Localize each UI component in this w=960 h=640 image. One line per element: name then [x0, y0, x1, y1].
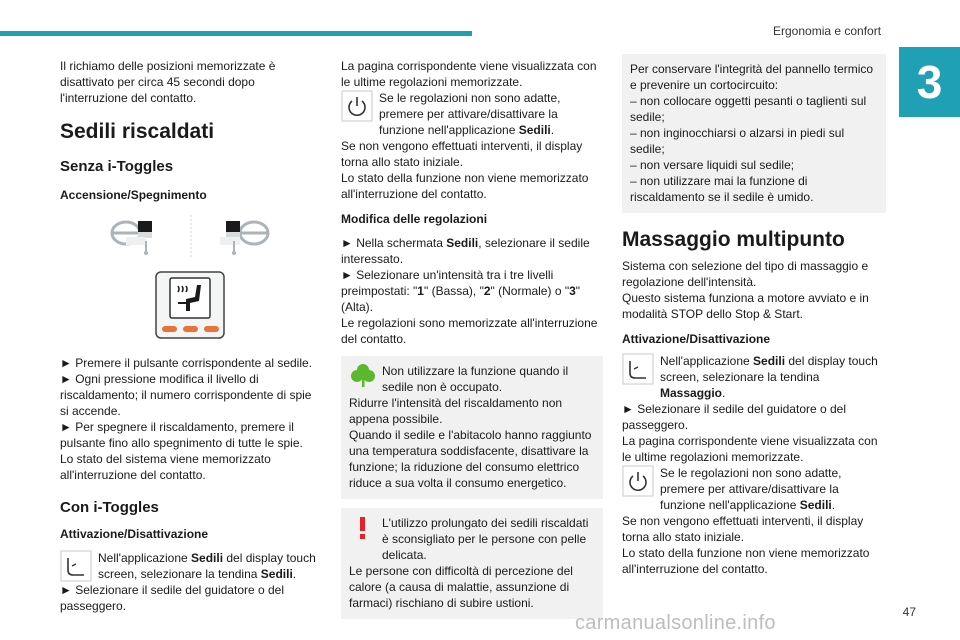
touchscreen-instruction: Nell'applicazione Sedili del display touch screen, selezionare la tendina Sedili.: [60, 550, 322, 582]
modify-memory-note: Le regolazioni sono memorizzate all'interruzione del contatto.: [341, 316, 598, 346]
warning-exclamation-icon: [349, 513, 377, 541]
heading-with-itoggles: Con i-Toggles: [60, 499, 159, 516]
massage-page-note: La pagina corrispondente viene visualizzata con le ultime regolazioni memorizzate.: [622, 434, 878, 464]
memory-note: Lo stato del sistema viene memorizzato all'interruzione del contatto.: [60, 452, 271, 482]
top-accent-bar: [0, 31, 472, 36]
massage-power-instruction: Se le regolazioni non sono adatte, premere per attivare/disattivare la funzione nell'applicazione Sedili.: [622, 465, 886, 513]
integrity-item-2: – non inginocchiarsi o alzarsi in piedi sul sedile;: [630, 126, 845, 156]
no-action-note: Se non vengono effettuati interventi, il display torna allo stato iniziale.: [341, 139, 583, 169]
modify-step-1: ► Nella schermata Sedili, selezionare il sedile interessato.: [341, 236, 590, 266]
heading-on-off: Accensione/Spegnimento: [60, 188, 207, 202]
instruction-press: ► Premere il pulsante corrispondente al sedile.: [60, 356, 313, 370]
section-title: Ergonomia e confort: [773, 24, 882, 38]
massage-select-seat: ► Selezionare il sedile del guidatore o del passeggero.: [622, 402, 847, 432]
integrity-intro: Per conservare l'integrità del pannello termico e prevenire un cortocircuito:: [630, 62, 874, 92]
power-instruction: Se le regolazioni non sono adatte, premere per attivare/disattivare la funzione nell'applicazione Sedili.: [341, 90, 603, 138]
instruction-off: ► Per spegnere il riscaldamento, premere il pulsante fino allo spegnimento di tutte le spie.: [60, 420, 303, 450]
select-seat-instruction: ► Selezionare il sedile del guidatore o del passeggero.: [60, 583, 285, 613]
chapter-tab: 3: [899, 47, 960, 117]
touch-hand-icon: [60, 550, 92, 582]
heading-massage: Massaggio multipunto: [622, 228, 845, 251]
integrity-item-1: – non collocare oggetti pesanti o taglienti sul sedile;: [630, 94, 867, 124]
seat-control-illustration: [60, 215, 322, 343]
eco-leaf-icon: [349, 361, 377, 389]
heading-modify: Modifica delle regolazioni: [341, 212, 488, 226]
heading-without-itoggles: Senza i-Toggles: [60, 158, 174, 175]
integrity-item-4: – non utilizzare mai la funzione di riscaldamento se il sedile è umido.: [630, 174, 814, 204]
massage-desc-2: Questo sistema funziona a motore avviato e in modalità STOP dello Stop & Start.: [622, 291, 869, 321]
column-3: [622, 58, 886, 577]
right-steering-wheel-icon: [220, 221, 268, 255]
heading-massage-activation: Attivazione/Disattivazione: [622, 332, 771, 346]
intro-text: Il richiamo delle posizioni memorizzate è disattivato per circa 45 secondi dopo l'interruzione del contatto.: [60, 59, 276, 105]
seat-heating-button-icon: [156, 272, 224, 338]
power-icon: [341, 90, 373, 122]
eco-text-2: Quando il sedile e l'abitacolo hanno raggiunto una temperatura soddisfacente, disattivare la funzione; la riduzione del consumo elettrico riduce a sua volta il consumo energetico.: [349, 428, 592, 490]
integrity-item-3: – non versare liquidi sul sedile;: [630, 158, 795, 172]
eco-text-1: Ridurre l'intensità del riscaldamento non appena possibile.: [349, 396, 563, 426]
integrity-box: [622, 54, 886, 213]
massage-touch-instruction: Nell'applicazione Sedili del display touch screen, selezionare la tendina Massaggio.: [622, 353, 886, 401]
watermark: carmanualsonline.info: [575, 612, 776, 634]
seat-heating-diagram-icon: [60, 215, 322, 343]
eco-heading: Non utilizzare la funzione quando il sedile non è occupato.: [349, 363, 595, 395]
heading-heated-seats: Sedili riscaldati: [60, 120, 215, 143]
eco-box: [341, 356, 603, 499]
warning-heading: L'utilizzo prolungato dei sedili riscaldati è sconsigliato per le persone con pelle delicata.: [349, 515, 595, 563]
heading-activation: Attivazione/Disattivazione: [60, 527, 209, 541]
left-steering-wheel-icon: [112, 221, 152, 255]
page-number: 47: [902, 605, 916, 619]
massage-desc-1: Sistema con selezione del tipo di massaggio e regolazione dell'intensità.: [622, 259, 869, 289]
modify-step-2: ► Selezionare un'intensità tra i tre livelli preimpostati: "1" (Bassa), "2" (Normale) o "3" (Alta).: [341, 268, 581, 314]
warning-text: Le persone con difficoltà di percezione del calore (a causa di malattie, assunzione di farmaci) rischiano di subire ustioni.: [349, 564, 573, 610]
massage-no-action-note: Se non vengono effettuati interventi, il display torna allo stato iniziale.: [622, 514, 864, 544]
massage-not-memorized-note: Lo stato della funzione non viene memorizzato all'interruzione del contatto.: [622, 546, 870, 576]
warning-box: [341, 508, 603, 619]
page-display-note: La pagina corrispondente viene visualizzata con le ultime regolazioni memorizzate.: [341, 59, 597, 89]
not-memorized-note: Lo stato della funzione non viene memorizzato all'interruzione del contatto.: [341, 171, 589, 201]
column-1: [60, 58, 322, 614]
column-2: [341, 58, 603, 619]
instruction-level: ► Ogni pressione modifica il livello di riscaldamento; il numero corrispondente di spie si accende.: [60, 372, 312, 418]
touch-hand-icon: [622, 353, 654, 385]
power-icon: [622, 465, 654, 497]
